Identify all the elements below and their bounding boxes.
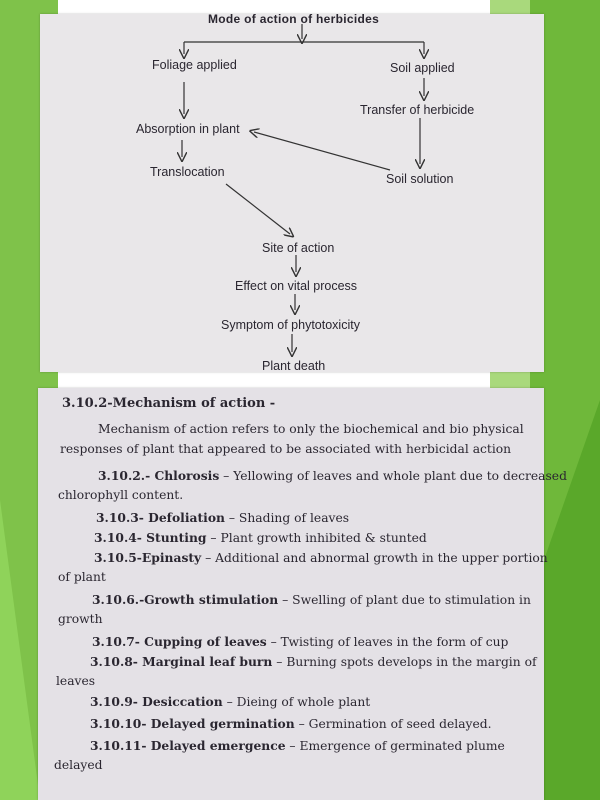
item-chlorosis: [98, 468, 567, 483]
item-desiccation: [90, 694, 370, 709]
arrow-solution-absorption: [254, 132, 390, 170]
item-desc: – Emergence of germinated plume: [285, 739, 505, 753]
item-desc: – Additional and abnormal growth in the upper portion: [201, 551, 548, 565]
text-photo: [38, 388, 567, 800]
item-term: 3.10.2.- Chlorosis: [98, 468, 220, 483]
intro-line-2: responses of plant that appeared to be associated with herbicidal action: [60, 442, 512, 456]
intro-line-1: Mechanism of action refers to only the biochemical and bio physical: [98, 422, 524, 436]
item-term: 3.10.10- Delayed germination: [90, 716, 295, 731]
item-desc: – Twisting of leaves in the form of cup: [266, 635, 509, 649]
item-desc: – Swelling of plant due to stimulation in: [278, 593, 531, 607]
item-marginal-leaf-burn: [90, 654, 537, 669]
item-cupping-of-leaves: [92, 634, 508, 649]
item-epinasty-cont: of plant: [58, 570, 106, 584]
item-term: 3.10.3- Defoliation: [96, 510, 225, 525]
node-soil-applied: Soil applied: [390, 61, 455, 75]
item-epinasty: [94, 550, 548, 565]
arrow-translocation-site: [226, 184, 290, 234]
item-desc: – Dieing of whole plant: [222, 695, 371, 709]
item-defoliation: [96, 510, 349, 525]
node-translocation: Translocation: [150, 165, 225, 179]
diagram-photo: [40, 14, 544, 372]
item-delayed-germination: [90, 716, 492, 731]
node-effect-on-vital-process: Effect on vital process: [235, 279, 358, 293]
node-plant-death: Plant death: [262, 359, 326, 373]
node-site-of-action: Site of action: [262, 241, 335, 255]
section-heading: 3.10.2-Mechanism of action -: [62, 396, 276, 411]
item-term: 3.10.4- Stunting: [94, 530, 207, 545]
node-absorption-in-plant: Absorption in plant: [136, 122, 240, 136]
item-desc: – Yellowing of leaves and whole plant due to decreased: [219, 469, 567, 483]
item-term: 3.10.8- Marginal leaf burn: [90, 654, 273, 669]
item-stunting: [94, 530, 427, 545]
background-shape-left: [0, 500, 40, 800]
diagram-title: Mode of action of herbicides: [208, 12, 380, 26]
node-soil-solution: Soil solution: [386, 172, 454, 186]
item-desc: – Burning spots develops in the margin of: [272, 655, 537, 669]
item-delayed-emergence: [90, 738, 505, 753]
item-growth-stimulation: [92, 592, 531, 607]
item-marginal-leaf-burn-cont: leaves: [56, 674, 96, 688]
item-desc: – Shading of leaves: [224, 511, 350, 525]
item-term: 3.10.11- Delayed emergence: [90, 738, 286, 753]
item-delayed-emergence-cont: delayed: [54, 758, 103, 772]
item-chlorosis-cont: chlorophyll content.: [58, 488, 184, 502]
item-desc: – Germination of seed delayed.: [294, 717, 492, 731]
node-symptom-of-phytotoxicity: Symptom of phytotoxicity: [221, 318, 360, 332]
node-transfer-of-herbicide: Transfer of herbicide: [360, 103, 475, 117]
item-term: 3.10.9- Desiccation: [90, 694, 223, 709]
item-term: 3.10.6.-Growth stimulation: [92, 592, 279, 607]
item-desc: – Plant growth inhibited & stunted: [206, 531, 427, 545]
item-term: 3.10.5-Epinasty: [94, 550, 202, 565]
node-foliage-applied: Foliage applied: [152, 58, 237, 72]
item-term: 3.10.7- Cupping of leaves: [92, 634, 267, 649]
item-growth-stimulation-cont: growth: [58, 612, 103, 626]
